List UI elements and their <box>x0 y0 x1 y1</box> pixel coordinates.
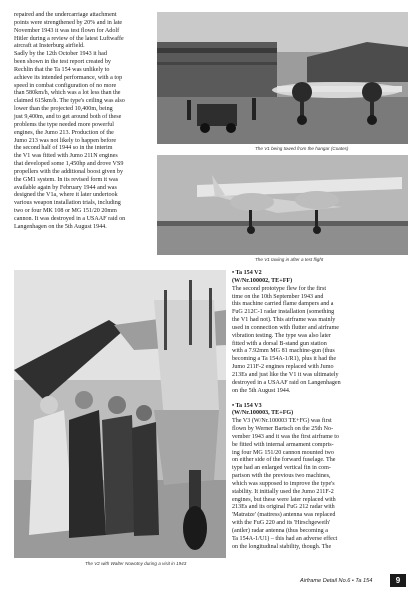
text-line: speed in combat configuration of no more <box>14 82 117 89</box>
text-line: than 580km/h, which was a lot less than the <box>14 90 121 97</box>
photo-v2-with-walter-nowotny <box>14 270 226 558</box>
text-line: repaired and the undercarriage attachment <box>14 12 117 18</box>
text-line: vember 1943 and it was the first airframe to <box>232 433 339 440</box>
text-line: that developed some 1,450hp and drove VS9 <box>14 161 124 168</box>
text-line: FuG 212C-1 radar installation (something <box>232 309 335 316</box>
text-line: just 9,400m, and to get around both of these <box>14 113 122 120</box>
text-line: flown by Werner Bartsch on the 25th No- <box>232 426 334 433</box>
text-line: this machine carried flame dampers and a <box>232 301 334 308</box>
text-line: points were strengthened by 20% and in late <box>14 19 123 26</box>
text-line: ing four MG 151/20 cannon mounted two <box>232 449 334 456</box>
text-line: engines, the Jumo 213. Production of the <box>14 129 114 136</box>
text-line: on either side of the forward fuselage. The <box>232 457 336 464</box>
text-line: aircraft at Insterburg airfield. <box>14 43 85 50</box>
text-line: becoming a Ta 154A-1/R1), plus it had the <box>232 356 337 363</box>
page-number: 9 <box>390 574 406 587</box>
caption-hangar: The V1 being towed from the hangar (Coates) <box>255 146 349 151</box>
text-line: the GM1 system. In its revised form it was <box>14 176 119 183</box>
text-line: designed the V1a, where it later undertook <box>14 192 118 199</box>
text-line: cannon. It was destroyed in a USAAF raid on <box>14 215 126 222</box>
text-line: various weapon installation trials, including <box>14 200 121 207</box>
article-text-left-column <box>14 12 152 232</box>
text-line: on the longitudinal stability, though. The <box>232 543 332 550</box>
text-line: propellers with the additional boost given by <box>14 168 123 175</box>
text-line: claimed 615km/h. The type's ceiling was also <box>14 98 125 105</box>
text-line: the V1 was fitted with Jumo 211N engines <box>14 153 118 160</box>
text-line: time on the 10th September 1943 and <box>232 293 324 300</box>
text-line: fitted with a dorsal B-stand gun station <box>232 340 327 347</box>
article-text-right-column <box>232 270 404 552</box>
text-line: achieve its intended performance, with a top <box>14 74 123 81</box>
text-line: been shown in the test report created by <box>14 59 111 66</box>
text-line: problems the type needed more powerful <box>14 121 115 128</box>
caption-flight: The V1 taxiing in after a test flight <box>255 257 324 262</box>
text-line: stability. It initially used the Jumo 211F-2 <box>232 488 334 495</box>
caption-ground: The V2 with Walter Nowotny during a visit in 1943 <box>85 561 187 566</box>
text-line: with the FuG 220 and its 'Hirschgeweih' <box>232 520 330 527</box>
text-line: Langenhagen on the 5th August 1944. <box>14 223 107 230</box>
text-line: 213Es and its original FuG 212 radar with <box>232 504 335 511</box>
text-line: be fitted with internal armament compris- <box>232 441 334 448</box>
v3-subheading: (W/Nr.100003, TE+FG) <box>232 410 294 417</box>
text-line: parison with the previous two machines, <box>232 473 331 480</box>
text-line: Jumo 213 was not likely to happen before <box>14 137 117 144</box>
text-line: used in connection with flutter and airframe <box>232 324 339 331</box>
v2-subheading: (W/Nr.100002, TE+FF) <box>232 277 293 284</box>
text-line: November 1943 it was test flown for Adolf <box>14 27 120 34</box>
text-line: vibration testing. The type was also later <box>232 332 331 339</box>
text-line: Rechlin that the Ta 154 was unlikely to <box>14 66 110 73</box>
photo-v1-taxiing <box>157 155 408 255</box>
footer-publication-title: Airframe Detail No.6 • Ta 154 <box>300 578 373 584</box>
text-line: Jumo 211F-2 engines replaced with Jumo <box>232 364 334 371</box>
text-line: Sadly by the 12th October 1943 it had <box>14 51 107 58</box>
text-line: (antler) radar antenna (thus becoming a <box>232 528 328 534</box>
text-line: available again by February 1944 and was <box>14 184 117 191</box>
text-line: engines, but these were later replaced with <box>232 496 336 503</box>
text-line: The second prototype flew for the first <box>232 285 327 292</box>
v2-body-text <box>232 286 404 396</box>
text-line: the second half of 1944 so in the interim <box>14 145 113 152</box>
text-line: with a 7.92mm MG 81 machine-gun (thus <box>232 348 335 355</box>
text-line: lower than the projected 10,400m, being <box>14 106 113 113</box>
text-line: Hitler during a review of the latest Luftwaffe <box>14 35 124 42</box>
text-line: 213Es and just like the V1 it was ultimately <box>232 371 339 378</box>
v2-heading: • Ta 154 V2 <box>232 270 262 276</box>
text-line: on the 5th August 1944. <box>232 387 291 394</box>
text-line: type had an enlarged vertical fin in com- <box>232 465 331 472</box>
text-line: 'Matratze' (mattress) antenna was replaced <box>232 512 336 519</box>
text-line: The V3 (W/Nr.100003 TE+FG) was first <box>232 418 332 425</box>
text-line: destroyed in a USAAF raid on Langenhagen <box>232 379 341 386</box>
text-line: Ta 154A-1/U1) – this had an adverse effect <box>232 535 338 542</box>
text-line: which was supposed to improve the type's <box>232 480 335 487</box>
text-line: two or four MK 108 or MG 151/20 20mm <box>14 208 117 215</box>
photo-v1-towed-from-hangar <box>157 12 408 144</box>
v3-heading: • Ta 154 V3 <box>232 402 262 409</box>
v3-body-text <box>232 418 404 551</box>
text-line: the V1 had not). This airframe was mainly <box>232 317 336 324</box>
